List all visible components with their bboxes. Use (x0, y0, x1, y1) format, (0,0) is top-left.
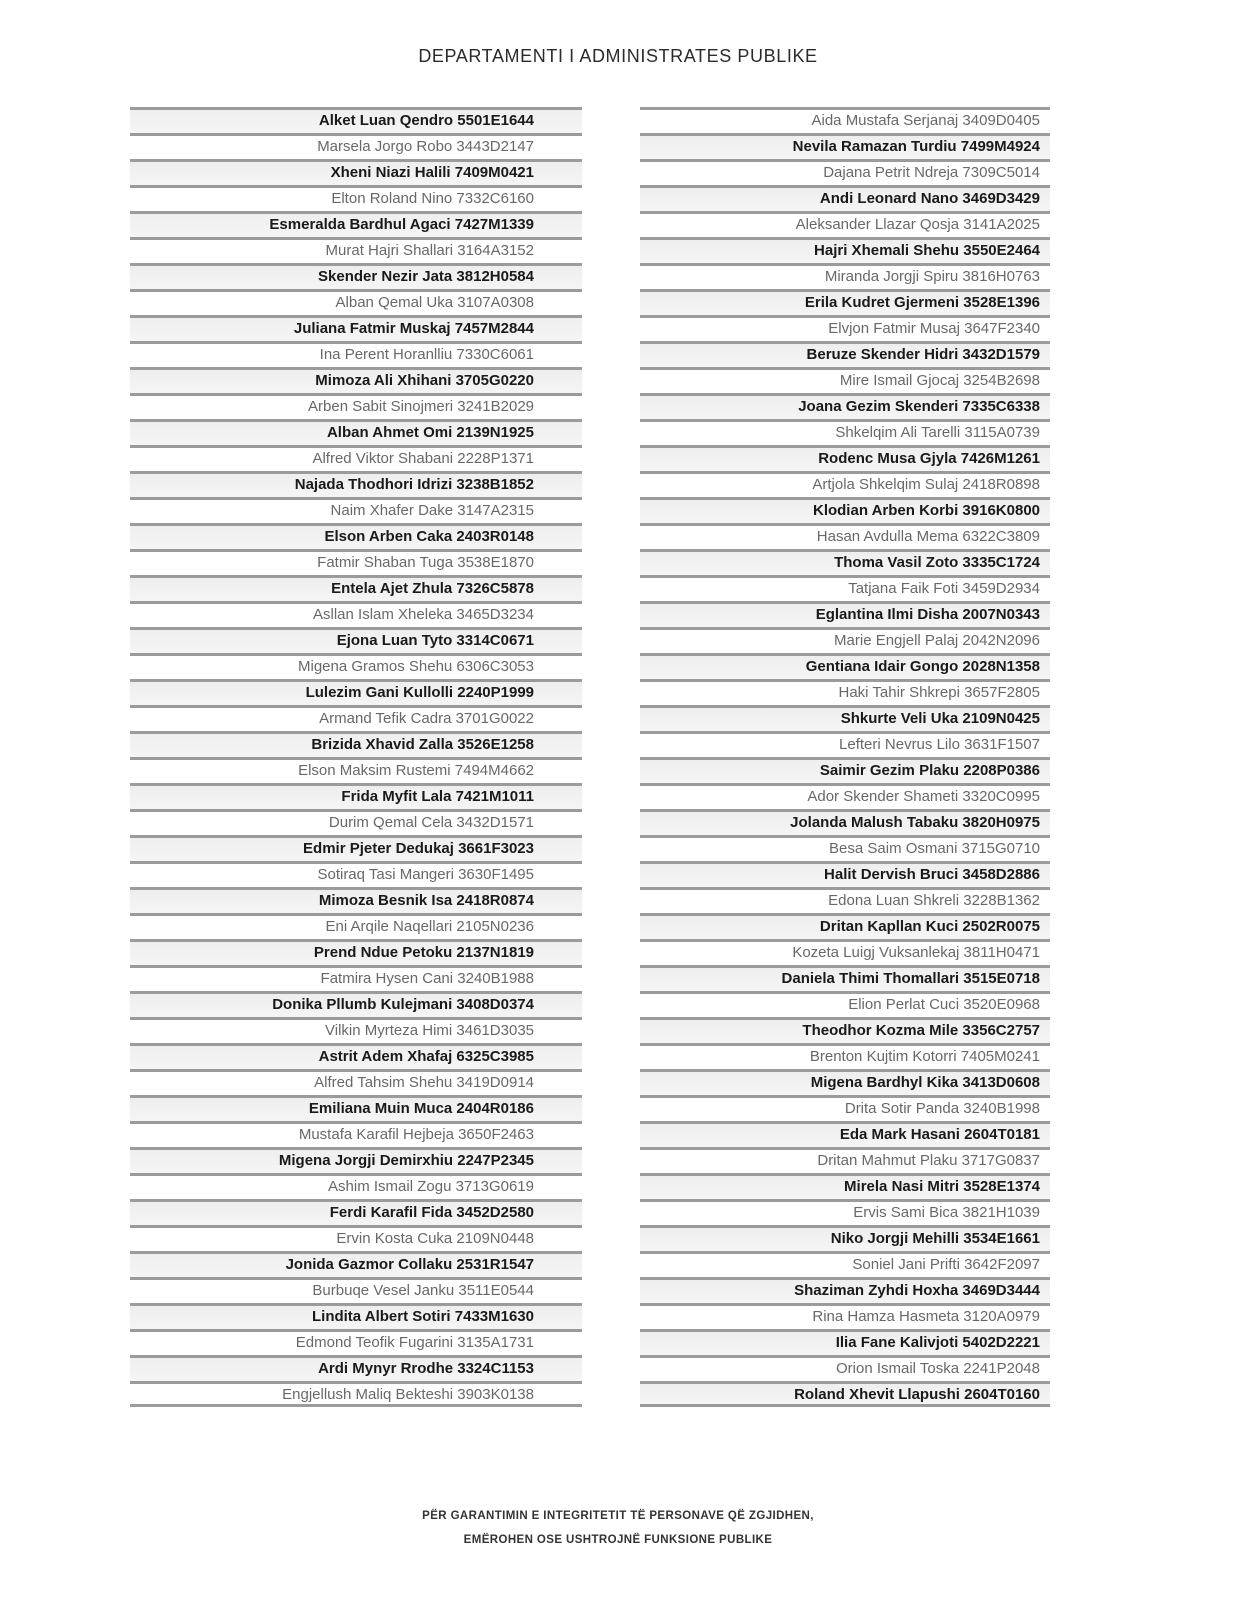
table-row: Alket Luan Qendro 5501E1644 (130, 107, 582, 133)
table-row: Brenton Kujtim Kotorri 7405M0241 (640, 1043, 1050, 1069)
table-row: Ervin Kosta Cuka 2109N0448 (130, 1225, 582, 1251)
table-row: Armand Tefik Cadra 3701G0022 (130, 705, 582, 731)
table-row: Theodhor Kozma Mile 3356C2757 (640, 1017, 1050, 1043)
table-row: Murat Hajri Shallari 3164A3152 (130, 237, 582, 263)
table-row: Naim Xhafer Dake 3147A2315 (130, 497, 582, 523)
table-row: Thoma Vasil Zoto 3335C1724 (640, 549, 1050, 575)
table-row: Asllan Islam Xheleka 3465D3234 (130, 601, 582, 627)
table-row: Marie Engjell Palaj 2042N2096 (640, 627, 1050, 653)
names-column-right (640, 107, 1050, 1407)
table-row: Eda Mark Hasani 2604T0181 (640, 1121, 1050, 1147)
table-row: Fatmira Hysen Cani 3240B1988 (130, 965, 582, 991)
table-row: Eglantina Ilmi Disha 2007N0343 (640, 601, 1050, 627)
table-row: Alban Ahmet Omi 2139N1925 (130, 419, 582, 445)
table-row: Andi Leonard Nano 3469D3429 (640, 185, 1050, 211)
table-row: Daniela Thimi Thomallari 3515E0718 (640, 965, 1050, 991)
table-row: Edona Luan Shkreli 3228B1362 (640, 887, 1050, 913)
table-row: Ashim Ismail Zogu 3713G0619 (130, 1173, 582, 1199)
table-row: Migena Gramos Shehu 6306C3053 (130, 653, 582, 679)
table-row: Frida Myfit Lala 7421M1011 (130, 783, 582, 809)
table-row: Esmeralda Bardhul Agaci 7427M1339 (130, 211, 582, 237)
table-row: Lindita Albert Sotiri 7433M1630 (130, 1303, 582, 1329)
table-row: Nevila Ramazan Turdiu 7499M4924 (640, 133, 1050, 159)
table-row: Rodenc Musa Gjyla 7426M1261 (640, 445, 1050, 471)
table-row: Alban Qemal Uka 3107A0308 (130, 289, 582, 315)
table-row: Ferdi Karafil Fida 3452D2580 (130, 1199, 582, 1225)
table-row: Alfred Viktor Shabani 2228P1371 (130, 445, 582, 471)
footer-line-1: PËR GARANTIMIN E INTEGRITETIT TË PERSONAVE QË ZGJIDHEN, (422, 1510, 814, 1522)
table-row: Elson Maksim Rustemi 7494M4662 (130, 757, 582, 783)
table-row: Dajana Petrit Ndreja 7309C5014 (640, 159, 1050, 185)
table-row: Entela Ajet Zhula 7326C5878 (130, 575, 582, 601)
table-row: Mimoza Ali Xhihani 3705G0220 (130, 367, 582, 393)
table-row: Tatjana Faik Foti 3459D2934 (640, 575, 1050, 601)
table-row: Kozeta Luigj Vuksanlekaj 3811H0471 (640, 939, 1050, 965)
table-row: Shkelqim Ali Tarelli 3115A0739 (640, 419, 1050, 445)
table-row: Aida Mustafa Serjanaj 3409D0405 (640, 107, 1050, 133)
table-row: Najada Thodhori Idrizi 3238B1852 (130, 471, 582, 497)
names-column-left (130, 107, 582, 1407)
page-footer (0, 1504, 1236, 1552)
table-row: Marsela Jorgo Robo 3443D2147 (130, 133, 582, 159)
table-row: Gentiana Idair Gongo 2028N1358 (640, 653, 1050, 679)
table-row: Hajri Xhemali Shehu 3550E2464 (640, 237, 1050, 263)
table-row: Ardi Mynyr Rrodhe 3324C1153 (130, 1355, 582, 1381)
footer-line-2: EMËROHEN OSE USHTROJNË FUNKSIONE PUBLIKE (463, 1534, 773, 1546)
table-row: Edmond Teofik Fugarini 3135A1731 (130, 1329, 582, 1355)
table-row: Elton Roland Nino 7332C6160 (130, 185, 582, 211)
table-row: Sotiraq Tasi Mangeri 3630F1495 (130, 861, 582, 887)
table-row: Lefteri Nevrus Lilo 3631F1507 (640, 731, 1050, 757)
table-row: Engjellush Maliq Bekteshi 3903K0138 (130, 1381, 582, 1407)
table-row: Aleksander Llazar Qosja 3141A2025 (640, 211, 1050, 237)
table-row: Dritan Mahmut Plaku 3717G0837 (640, 1147, 1050, 1173)
table-row: Mimoza Besnik Isa 2418R0874 (130, 887, 582, 913)
table-row: Mustafa Karafil Hejbeja 3650F2463 (130, 1121, 582, 1147)
table-row: Haki Tahir Shkrepi 3657F2805 (640, 679, 1050, 705)
table-row: Fatmir Shaban Tuga 3538E1870 (130, 549, 582, 575)
table-row: Jonida Gazmor Collaku 2531R1547 (130, 1251, 582, 1277)
table-row: Mirela Nasi Mitri 3528E1374 (640, 1173, 1050, 1199)
table-row: Elion Perlat Cuci 3520E0968 (640, 991, 1050, 1017)
table-row: Shkurte Veli Uka 2109N0425 (640, 705, 1050, 731)
table-row: Juliana Fatmir Muskaj 7457M2844 (130, 315, 582, 341)
table-row: Hasan Avdulla Mema 6322C3809 (640, 523, 1050, 549)
table-row: Drita Sotir Panda 3240B1998 (640, 1095, 1050, 1121)
table-row: Xheni Niazi Halili 7409M0421 (130, 159, 582, 185)
table-row: Roland Xhevit Llapushi 2604T0160 (640, 1381, 1050, 1407)
table-row: Jolanda Malush Tabaku 3820H0975 (640, 809, 1050, 835)
table-row: Durim Qemal Cela 3432D1571 (130, 809, 582, 835)
table-row: Migena Jorgji Demirxhiu 2247P2345 (130, 1147, 582, 1173)
table-row: Astrit Adem Xhafaj 6325C3985 (130, 1043, 582, 1069)
table-row: Miranda Jorgji Spiru 3816H0763 (640, 263, 1050, 289)
table-row: Klodian Arben Korbi 3916K0800 (640, 497, 1050, 523)
table-row: Elvjon Fatmir Musaj 3647F2340 (640, 315, 1050, 341)
table-row: Donika Pllumb Kulejmani 3408D0374 (130, 991, 582, 1017)
table-row: Ina Perent Horanlliu 7330C6061 (130, 341, 582, 367)
table-row: Lulezim Gani Kullolli 2240P1999 (130, 679, 582, 705)
table-row: Migena Bardhyl Kika 3413D0608 (640, 1069, 1050, 1095)
table-row: Ejona Luan Tyto 3314C0671 (130, 627, 582, 653)
table-row: Brizida Xhavid Zalla 3526E1258 (130, 731, 582, 757)
table-row: Artjola Shkelqim Sulaj 2418R0898 (640, 471, 1050, 497)
table-row: Halit Dervish Bruci 3458D2886 (640, 861, 1050, 887)
table-row: Ador Skender Shameti 3320C0995 (640, 783, 1050, 809)
table-row: Elson Arben Caka 2403R0148 (130, 523, 582, 549)
table-row: Beruze Skender Hidri 3432D1579 (640, 341, 1050, 367)
table-row: Mire Ismail Gjocaj 3254B2698 (640, 367, 1050, 393)
table-row: Orion Ismail Toska 2241P2048 (640, 1355, 1050, 1381)
table-row: Vilkin Myrteza Himi 3461D3035 (130, 1017, 582, 1043)
table-row: Arben Sabit Sinojmeri 3241B2029 (130, 393, 582, 419)
table-row: Alfred Tahsim Shehu 3419D0914 (130, 1069, 582, 1095)
table-row: Burbuqe Vesel Janku 3511E0544 (130, 1277, 582, 1303)
page-title: DEPARTAMENTI I ADMINISTRATES PUBLIKE (418, 46, 818, 66)
table-row: Erila Kudret Gjermeni 3528E1396 (640, 289, 1050, 315)
table-row: Edmir Pjeter Dedukaj 3661F3023 (130, 835, 582, 861)
table-row: Rina Hamza Hasmeta 3120A0979 (640, 1303, 1050, 1329)
table-row: Soniel Jani Prifti 3642F2097 (640, 1251, 1050, 1277)
table-row: Dritan Kapllan Kuci 2502R0075 (640, 913, 1050, 939)
table-row: Niko Jorgji Mehilli 3534E1661 (640, 1225, 1050, 1251)
table-row: Shaziman Zyhdi Hoxha 3469D3444 (640, 1277, 1050, 1303)
table-row: Saimir Gezim Plaku 2208P0386 (640, 757, 1050, 783)
table-row: Joana Gezim Skenderi 7335C6338 (640, 393, 1050, 419)
table-row: Besa Saim Osmani 3715G0710 (640, 835, 1050, 861)
table-row: Ilia Fane Kalivjoti 5402D2221 (640, 1329, 1050, 1355)
table-row: Prend Ndue Petoku 2137N1819 (130, 939, 582, 965)
table-row: Eni Arqile Naqellari 2105N0236 (130, 913, 582, 939)
table-row: Ervis Sami Bica 3821H1039 (640, 1199, 1050, 1225)
table-row: Skender Nezir Jata 3812H0584 (130, 263, 582, 289)
table-row: Emiliana Muin Muca 2404R0186 (130, 1095, 582, 1121)
